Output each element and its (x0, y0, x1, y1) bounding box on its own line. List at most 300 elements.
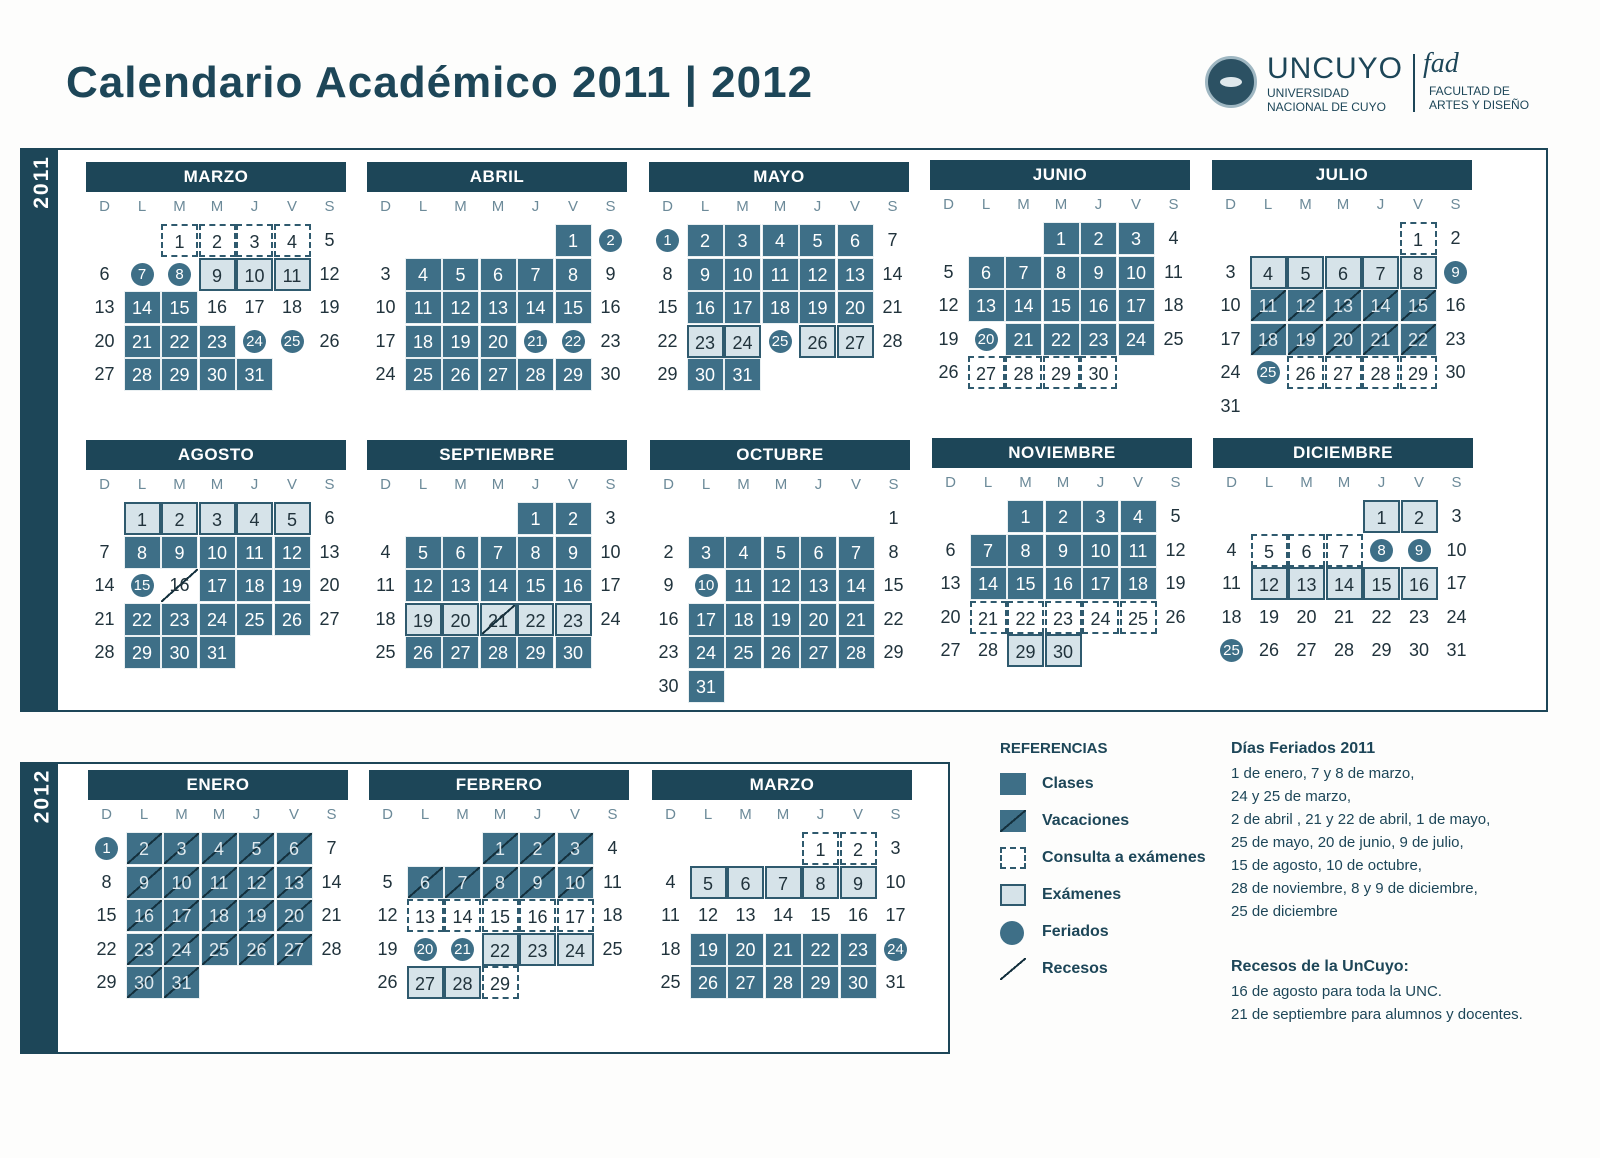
day-cell-class: 13 (837, 258, 874, 291)
day-cell-plain: 19 (1258, 606, 1280, 627)
day-cell-class: 28 (517, 358, 554, 391)
day-cell-class: 19 (442, 325, 479, 358)
day-cell-consult: 4 (274, 224, 311, 257)
weekday-label: M (456, 806, 469, 823)
holidays-note (1231, 740, 1571, 923)
reference-label: Consulta a exámenes (1042, 849, 1206, 866)
weekday-label: M (739, 806, 752, 823)
weekday-label: L (981, 196, 991, 213)
day-cell-class: 28 (765, 966, 802, 999)
weekday-label: V (569, 806, 580, 823)
day-cell-plain: 28 (1333, 640, 1355, 660)
weekday-label: M (1017, 196, 1030, 213)
day-cell-class: 10 (724, 258, 761, 291)
day-cell-plain: 12 (697, 905, 719, 925)
day-cell-plain: 20 (940, 606, 961, 627)
day-cell-plain: 31 (1220, 395, 1241, 416)
month-header: MARZO (86, 162, 346, 192)
weekday-label: S (605, 198, 616, 215)
day-cell-class: 21 (838, 603, 875, 636)
day-cell-exam: 9 (199, 258, 236, 291)
weekday-label: J (1377, 474, 1386, 491)
day-cell-class: 17 (199, 569, 236, 602)
day-cell-vacation: 5 (238, 832, 275, 865)
weekday-label: D (945, 474, 956, 491)
weekday-label: L (137, 476, 147, 493)
day-cell-exam: 1 (124, 502, 161, 535)
day-cell-exam-recess: 21 (480, 603, 517, 636)
day-cell-class: 31 (724, 358, 761, 391)
month-header: SEPTIEMBRE (367, 440, 627, 470)
weekday-label: L (700, 198, 710, 215)
month-diciembre-2011 (1213, 438, 1477, 708)
holiday-marker: 8 (1370, 539, 1393, 562)
weekday-label: J (252, 806, 261, 823)
day-cell-class: 17 (724, 291, 761, 324)
day-cell-exam: 30 (1045, 634, 1082, 667)
month-header: JUNIO (930, 160, 1190, 190)
day-cell-class: 3 (724, 224, 761, 257)
day-cell-class: 1 (1007, 500, 1044, 533)
weekday-label: L (1264, 474, 1274, 491)
weekday-label: J (816, 806, 825, 823)
weekday-label: M (454, 476, 467, 493)
day-cell-plain: 11 (661, 905, 680, 925)
day-cell-vacation: 22 (1400, 323, 1437, 356)
day-cell-plain: 29 (657, 364, 678, 384)
faculty-line-2: ARTES Y DISEÑO (1429, 98, 1530, 112)
day-cell-holiday (1401, 534, 1438, 567)
day-cell-holiday (274, 325, 311, 358)
day-cell-plain: 25 (375, 642, 396, 662)
day-cell-class: 22 (802, 933, 839, 966)
day-cell-class: 26 (405, 636, 442, 669)
day-cell-class: 25 (725, 636, 762, 669)
uncuyo-fad-logo (1205, 48, 1545, 124)
year-label-2011: 2011 (29, 155, 53, 209)
holiday-marker: 25 (281, 330, 304, 353)
holiday-marker: 20 (414, 938, 437, 961)
day-cell-vacation: 27 (276, 933, 313, 966)
day-cell-exam: 22 (517, 603, 554, 636)
day-cell-class: 6 (442, 536, 479, 569)
day-cell-vacation: 13 (276, 866, 313, 899)
month-header: ENERO (88, 770, 348, 800)
day-cell-class: 29 (517, 636, 554, 669)
weekday-label: D (380, 198, 391, 215)
day-cell-consult: 21 (970, 601, 1007, 634)
faculty-line-1: FACULTAD DE (1429, 84, 1510, 98)
day-cell-holiday (1250, 356, 1287, 389)
holiday-marker: 22 (562, 330, 585, 353)
university-name (1267, 86, 1386, 114)
day-cell-class: 20 (837, 291, 874, 324)
day-cell-class: 3 (688, 536, 725, 569)
weekday-label: M (1056, 474, 1070, 491)
weekday-label: S (1450, 196, 1461, 213)
day-cell-plain: 5 (382, 871, 393, 892)
day-cell-class: 17 (1118, 289, 1155, 322)
day-cell-plain: 27 (319, 608, 340, 629)
day-cell-exam: 14 (1326, 567, 1363, 600)
day-cell-plain: 10 (375, 297, 396, 317)
references-legend (1000, 740, 1210, 993)
day-cell-class: 11 (762, 258, 799, 291)
day-cell-consult: 16 (519, 899, 556, 932)
day-cell-class: 27 (442, 636, 479, 669)
day-cell-class: 19 (763, 603, 800, 636)
month-abril-2011 (367, 162, 631, 432)
day-cell-class: 15 (517, 569, 554, 602)
day-cell-vacation: 11 (201, 866, 238, 899)
day-cell-vacation: 11 (1250, 289, 1287, 322)
day-cell-consult: 28 (1362, 356, 1399, 389)
recess-note (1231, 958, 1571, 1026)
day-cell-class: 16 (687, 291, 724, 324)
day-cell-class: 8 (1007, 534, 1044, 567)
holiday-marker: 9 (1408, 539, 1431, 562)
day-cell-class: 2 (555, 502, 592, 535)
day-cell-plain: 27 (940, 640, 961, 660)
weekday-label: J (531, 198, 540, 215)
weekday-label: J (813, 198, 822, 215)
weekday-label: M (736, 198, 749, 215)
day-cell-plain: 4 (1168, 228, 1179, 248)
day-cell-plain: 28 (321, 938, 342, 959)
day-cell-vacation: 12 (238, 866, 275, 899)
day-cell-vacation: 2 (519, 832, 556, 865)
month-header: DICIEMBRE (1213, 438, 1473, 468)
day-cell-plain: 24 (1220, 362, 1241, 382)
day-cell-plain: 16 (206, 297, 228, 317)
weekday-label: V (1413, 474, 1424, 491)
month-header: MAYO (649, 162, 909, 192)
day-cell-plain: 21 (882, 297, 903, 317)
weekday-label: J (533, 806, 542, 823)
day-cell-vacation: 12 (1287, 289, 1324, 322)
holidays-title: Días Feriados 2011 (1231, 740, 1376, 757)
weekday-label: D (101, 806, 112, 823)
day-cell-vacation: 18 (1250, 323, 1287, 356)
day-cell-plain: 27 (94, 364, 115, 384)
day-cell-plain: 11 (1164, 261, 1183, 282)
weekday-label: M (175, 806, 188, 823)
day-cell-class: 7 (838, 536, 875, 569)
rec-swatch-icon (1000, 958, 1026, 980)
weekday-label: M (493, 806, 507, 823)
month-enero-2012 (88, 770, 352, 1040)
day-cell-class: 15 (1043, 289, 1080, 322)
day-cell-class: 16 (1080, 289, 1117, 322)
faculty-name (1429, 84, 1529, 112)
weekday-label: D (99, 476, 110, 493)
day-cell-plain: 12 (377, 905, 398, 925)
day-cell-class: 7 (480, 536, 517, 569)
day-cell-plain: 19 (377, 938, 398, 959)
day-cell-plain: 25 (602, 938, 623, 959)
month-octubre-2011 (650, 440, 914, 710)
university-seal-icon (1205, 56, 1257, 108)
day-cell-plain: 24 (375, 364, 396, 384)
reference-label: Vacaciones (1042, 812, 1130, 829)
day-cell-class: 16 (1045, 567, 1082, 600)
day-cell-class: 30 (840, 966, 877, 999)
month-marzo-2012 (652, 770, 916, 1040)
weekday-label: L (701, 476, 711, 493)
reference-item-rec (1000, 956, 1210, 993)
day-cell-class: 31 (688, 670, 725, 703)
day-cell-class: 6 (968, 256, 1005, 289)
weekday-label: V (286, 476, 297, 493)
day-cell-exam: 8 (1400, 256, 1437, 289)
day-cell-plain: 23 (600, 330, 621, 351)
day-cell-class: 29 (124, 636, 161, 669)
weekday-label: S (607, 806, 618, 823)
day-cell-class: 21 (124, 325, 161, 358)
day-cell-class: 2 (687, 224, 724, 257)
day-cell-exam: 11 (274, 258, 311, 291)
day-cell-exam: 5 (690, 866, 727, 899)
day-cell-class: 10 (199, 536, 236, 569)
day-cell-class: 5 (763, 536, 800, 569)
weekday-label: S (1170, 474, 1181, 491)
day-cell-holiday (1213, 634, 1250, 667)
day-cell-plain: 28 (977, 640, 999, 660)
day-cell-class: 30 (687, 358, 724, 391)
page-title: Calendario Académico 2011 | 2012 (66, 58, 814, 107)
holiday-marker: 1 (656, 229, 679, 252)
day-cell-plain: 7 (887, 230, 898, 250)
holiday-marker: 24 (884, 938, 907, 961)
weekday-label: L (418, 198, 428, 215)
day-cell-plain: 26 (1258, 640, 1280, 660)
day-cell-class: 30 (161, 636, 198, 669)
day-cell-class: 14 (517, 291, 554, 324)
weekday-label: D (665, 806, 676, 823)
day-cell-plain: 11 (1222, 573, 1241, 593)
feriados-line: 15 de agosto, 10 de octubre, (1231, 857, 1422, 874)
day-cell-vacation: 14 (1362, 289, 1399, 322)
day-cell-vacation: 3 (163, 832, 200, 865)
day-cell-class: 4 (762, 224, 799, 257)
day-cell-plain: 6 (945, 539, 956, 560)
day-cell-plain: 10 (1220, 295, 1241, 315)
holiday-marker: 10 (695, 574, 718, 597)
day-cell-plain: 31 (885, 972, 906, 992)
day-cell-class: 3 (1118, 222, 1155, 255)
day-cell-class: 8 (555, 258, 592, 291)
weekday-label: M (773, 198, 787, 215)
day-cell-class: 20 (727, 933, 764, 966)
day-cell-plain: 28 (882, 330, 903, 351)
day-cell-plain: 12 (319, 263, 340, 284)
day-cell-exam: 4 (1250, 256, 1287, 289)
day-cell-plain: 4 (380, 541, 391, 562)
day-cell-plain: 20 (319, 575, 340, 595)
day-cell-plain: 5 (1170, 506, 1181, 526)
day-cell-plain: 4 (665, 871, 676, 892)
day-cell-plain: 17 (244, 297, 265, 317)
day-cell-class: 23 (1080, 323, 1117, 356)
day-cell-holiday (517, 325, 554, 358)
references-list (1000, 771, 1210, 993)
day-cell-class: 21 (1005, 323, 1042, 356)
day-cell-plain: 12 (938, 295, 959, 315)
day-cell-plain: 24 (1446, 606, 1467, 627)
day-cell-plain: 15 (657, 297, 678, 317)
day-cell-class: 24 (1118, 323, 1155, 356)
day-cell-plain: 10 (600, 541, 621, 562)
day-cell-plain: 14 (94, 575, 115, 595)
month-header: JULIO (1212, 160, 1472, 190)
day-cell-consult: 2 (199, 224, 236, 257)
weekday-label: S (326, 806, 337, 823)
reference-label: Exámenes (1042, 886, 1122, 903)
day-cell-vacation: 2 (126, 832, 163, 865)
day-cell-vacation: 20 (276, 899, 313, 932)
day-cell-class: 11 (236, 536, 273, 569)
day-cell-exam: 12 (1251, 567, 1288, 600)
day-cell-class: 17 (1082, 567, 1119, 600)
feriados-line: 25 de mayo, 20 de junio, 9 de julio, (1231, 834, 1464, 851)
day-cell-class: 18 (1120, 567, 1157, 600)
day-cell-plain: 9 (605, 263, 616, 284)
weekday-label: V (852, 806, 863, 823)
day-cell-holiday (161, 258, 198, 291)
holiday-marker: 9 (1444, 261, 1467, 284)
day-cell-plain: 15 (883, 575, 904, 595)
weekday-label: M (774, 476, 788, 493)
day-cell-class: 27 (480, 358, 517, 391)
day-cell-vacation: 23 (126, 933, 163, 966)
day-cell-plain: 25 (1163, 328, 1184, 349)
day-cell-class: 26 (690, 966, 727, 999)
day-cell-plain: 19 (1165, 573, 1186, 593)
day-cell-plain: 7 (99, 541, 110, 562)
day-cell-holiday (762, 325, 799, 358)
day-cell-exam: 27 (407, 966, 444, 999)
holiday-marker: 15 (131, 574, 154, 597)
weekday-label: L (983, 474, 993, 491)
day-cell-class: 14 (480, 569, 517, 602)
weekday-label: J (1376, 196, 1385, 213)
day-cell-class: 19 (690, 933, 727, 966)
weekday-label: D (663, 476, 674, 493)
day-cell-plain: 29 (883, 642, 904, 662)
day-cell-class: 26 (442, 358, 479, 391)
day-cell-exam: 4 (236, 502, 273, 535)
day-cell-plain: 16 (600, 297, 621, 317)
day-cell-class: 27 (727, 966, 764, 999)
uncuyo-wordmark: UNCUYO (1267, 52, 1404, 85)
weekday-label: V (567, 476, 578, 493)
day-cell-consult: 22 (1007, 601, 1044, 634)
day-cell-class: 18 (405, 325, 442, 358)
weekday-label: V (1132, 474, 1143, 491)
day-cell-vacation: 25 (201, 933, 238, 966)
day-cell-holiday (236, 325, 273, 358)
day-cell-plain: 31 (1446, 640, 1467, 660)
day-cell-plain: 17 (375, 330, 396, 351)
day-cell-plain: 3 (1225, 261, 1236, 282)
reference-label: Recesos (1042, 960, 1108, 977)
day-cell-consult: 25 (1120, 601, 1157, 634)
month-febrero-2012 (369, 770, 633, 1040)
weekday-label: M (1054, 196, 1068, 213)
feriados-line: 25 de diciembre (1231, 903, 1338, 920)
weekday-label: J (250, 476, 259, 493)
day-cell-class: 7 (1005, 256, 1042, 289)
day-cell-class: 13 (480, 291, 517, 324)
day-cell-class: 6 (800, 536, 837, 569)
day-cell-class: 9 (555, 536, 592, 569)
day-cell-class: 4 (725, 536, 762, 569)
day-cell-plain: 18 (281, 297, 303, 317)
day-cell-exam: 6 (727, 866, 764, 899)
day-cell-consult: 1 (802, 832, 839, 865)
day-cell-plain: 21 (321, 905, 342, 925)
day-cell-plain: 17 (600, 575, 621, 595)
day-cell-plain: 13 (94, 297, 115, 317)
day-cell-consult: 15 (482, 899, 519, 932)
day-cell-class: 5 (442, 258, 479, 291)
day-cell-plain: 30 (600, 364, 621, 384)
day-cell-class: 13 (800, 569, 837, 602)
weekday-label: D (380, 476, 391, 493)
day-cell-holiday (407, 933, 444, 966)
day-cell-exam: 10 (236, 258, 273, 291)
weekday-label: L (420, 806, 430, 823)
weekday-label: M (491, 198, 505, 215)
month-header: FEBRERO (369, 770, 629, 800)
day-cell-holiday (649, 224, 686, 257)
weekday-label: S (605, 476, 616, 493)
references-title: REFERENCIAS (1000, 740, 1108, 757)
day-cell-exam: 19 (405, 603, 442, 636)
day-cell-exam: 24 (724, 325, 761, 358)
day-cell-plain: 18 (1221, 606, 1242, 627)
day-cell-exam: 23 (555, 603, 592, 636)
day-cell-class: 4 (1120, 500, 1157, 533)
day-cell-consult: 5 (1251, 534, 1288, 567)
day-cell-class: 13 (968, 289, 1005, 322)
day-cell-plain: 23 (1445, 328, 1466, 349)
day-cell-vacation: 8 (482, 866, 519, 899)
day-cell-class: 12 (405, 569, 442, 602)
day-cell-vacation: 1 (482, 832, 519, 865)
day-cell-plain: 19 (319, 297, 340, 317)
day-cell-plain: 6 (99, 263, 110, 284)
year-label-2012: 2012 (30, 768, 54, 824)
day-cell-class: 11 (1120, 534, 1157, 567)
weekday-label: M (1300, 474, 1313, 491)
day-cell-vacation: 10 (557, 866, 594, 899)
day-cell-plain: 20 (1296, 606, 1317, 627)
weekday-label: L (418, 476, 428, 493)
day-cell-class: 9 (161, 536, 198, 569)
day-cell-plain: 6 (324, 508, 335, 528)
day-cell-exam: 1 (1363, 500, 1400, 533)
weekday-label: D (662, 198, 673, 215)
day-cell-plain: 13 (735, 905, 756, 925)
weekday-label: M (173, 198, 186, 215)
weekday-label: D (943, 196, 954, 213)
day-cell-consult: 2 (840, 832, 877, 865)
day-cell-class: 8 (1043, 256, 1080, 289)
day-cell-plain: 16 (658, 608, 679, 629)
day-cell-holiday (877, 933, 914, 966)
day-cell-class: 15 (1007, 567, 1044, 600)
